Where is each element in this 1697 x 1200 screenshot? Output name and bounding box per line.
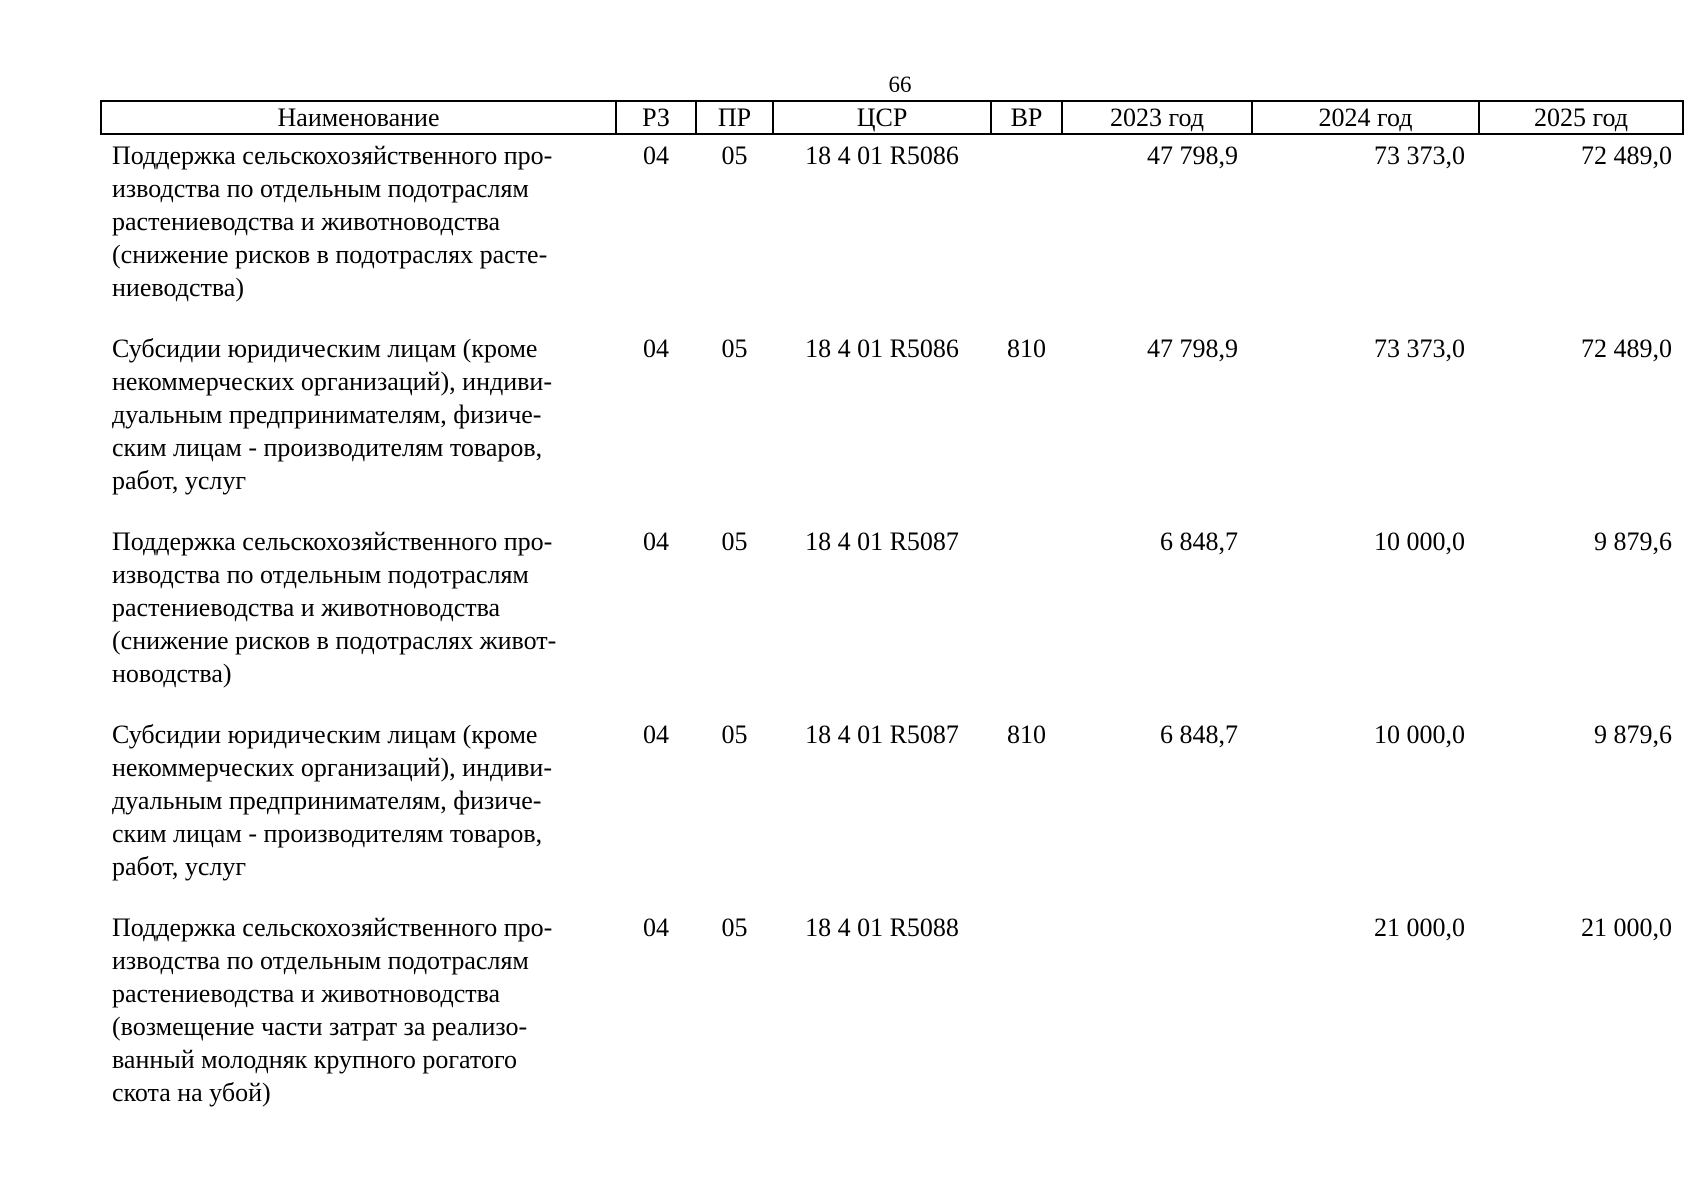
row-spacer (101, 304, 1683, 328)
cell-csr: 18 4 01 R5087 (805, 527, 959, 556)
cell-name-line: Субсидии юридическим лицам (кроме (112, 334, 538, 363)
cell-vr: 810 (1007, 334, 1046, 363)
row-spacer-cell (101, 497, 1683, 521)
cell-csr: 18 4 01 R5086 (805, 141, 959, 170)
cell-rz: 04 (643, 334, 669, 363)
table-row (101, 907, 1683, 1109)
cell-name (101, 907, 616, 1109)
cell-name-line: дуальным предпринимателям, физиче- (112, 400, 542, 429)
header-vr: ВР (991, 101, 1062, 134)
cell-2023: 47 798,9 (1147, 141, 1238, 170)
page-number: 66 (888, 72, 912, 97)
header-2024: 2024 год (1252, 101, 1479, 134)
cell-name-line: дуальным предпринимателям, физиче- (112, 786, 542, 815)
row-spacer (101, 497, 1683, 521)
cell-2024: 10 000,0 (1374, 527, 1465, 556)
cell-pr: 05 (721, 720, 748, 749)
cell-name-line: ским лицам - производителям товаров, (112, 819, 543, 848)
header-2023: 2023 год (1062, 101, 1252, 134)
cell-rz: 04 (643, 913, 669, 942)
cell-2025: 72 489,0 (1581, 141, 1672, 170)
cell-2025: 72 489,0 (1581, 334, 1672, 363)
cell-2024: 21 000,0 (1374, 913, 1465, 942)
cell-name-line: ванный молодняк крупного рогатого (112, 1045, 517, 1074)
table-row (101, 328, 1683, 497)
cell-2025: 21 000,0 (1581, 913, 1672, 942)
cell-2025: 9 879,6 (1594, 527, 1672, 556)
table-body (101, 134, 1683, 1109)
cell-name-line: (снижение рисков в подотраслях расте- (112, 240, 548, 269)
cell-pr: 05 (721, 913, 748, 942)
header-name: Наименование (101, 101, 616, 134)
row-spacer-cell (101, 690, 1683, 714)
cell-2024: 10 000,0 (1374, 720, 1465, 749)
cell-rz: 04 (643, 141, 669, 170)
cell-name-line: Поддержка сельскохозяйственного про- (112, 913, 553, 942)
cell-rz: 04 (643, 720, 669, 749)
cell-rz: 04 (643, 527, 669, 556)
cell-csr: 18 4 01 R5086 (805, 334, 959, 363)
cell-name (101, 714, 616, 883)
cell-2025: 9 879,6 (1594, 720, 1672, 749)
cell-name-line: растениеводства и животноводства (112, 593, 501, 622)
header-csr: ЦСР (773, 101, 991, 134)
cell-name-line: растениеводства и животноводства (112, 979, 501, 1008)
header-2025: 2025 год (1479, 101, 1683, 134)
row-spacer-cell (101, 304, 1683, 328)
cell-name-line: скота на убой) (112, 1078, 271, 1107)
cell-pr: 05 (721, 141, 748, 170)
cell-pr: 05 (721, 334, 748, 363)
cell-vr: 810 (1007, 720, 1046, 749)
cell-name-line: некоммерческих организаций), индиви- (112, 367, 552, 396)
cell-2023: 6 848,7 (1160, 720, 1238, 749)
cell-name-line: новодства) (112, 659, 232, 688)
cell-name-line: изводства по отдельным подотраслям (112, 560, 529, 589)
cell-2024: 73 373,0 (1374, 334, 1465, 363)
cell-name (101, 521, 616, 690)
table-row (101, 521, 1683, 690)
cell-2023: 47 798,9 (1147, 334, 1238, 363)
table-header (101, 101, 1683, 134)
cell-name-line: (возмещение части затрат за реализо- (112, 1012, 528, 1041)
cell-csr: 18 4 01 R5087 (805, 720, 959, 749)
cell-vr (991, 907, 1062, 1109)
cell-name-line: Поддержка сельскохозяйственного про- (112, 527, 553, 556)
cell-vr (991, 521, 1062, 690)
header-rz: РЗ (616, 101, 696, 134)
cell-name-line: изводства по отдельным подотраслям (112, 174, 529, 203)
cell-vr (991, 134, 1062, 304)
cell-name-line: изводства по отдельным подотраслям (112, 946, 529, 975)
cell-2023 (1062, 907, 1252, 1109)
table-row (101, 714, 1683, 883)
cell-name-line: работ, услуг (112, 466, 247, 495)
cell-pr: 05 (721, 527, 748, 556)
cell-name-line: (снижение рисков в подотраслях живот- (112, 626, 557, 655)
cell-name (101, 328, 616, 497)
cell-name-line: растениеводства и животноводства (112, 207, 501, 236)
cell-name-line: некоммерческих организаций), индиви- (112, 753, 552, 782)
cell-2023: 6 848,7 (1160, 527, 1238, 556)
cell-csr: 18 4 01 R5088 (805, 913, 959, 942)
table-row (101, 134, 1683, 304)
cell-name-line: работ, услуг (112, 852, 247, 881)
row-spacer-cell (101, 883, 1683, 907)
cell-name-line: Субсидии юридическим лицам (кроме (112, 720, 538, 749)
row-spacer (101, 690, 1683, 714)
budget-table (100, 100, 1684, 1109)
row-spacer (101, 883, 1683, 907)
cell-name-line: ским лицам - производителям товаров, (112, 433, 543, 462)
cell-2024: 73 373,0 (1374, 141, 1465, 170)
cell-name (101, 134, 616, 304)
cell-name-line: ниеводства) (112, 273, 244, 302)
header-row (101, 101, 1683, 134)
header-pr: ПР (696, 101, 773, 134)
cell-name-line: Поддержка сельскохозяйственного про- (112, 141, 553, 170)
